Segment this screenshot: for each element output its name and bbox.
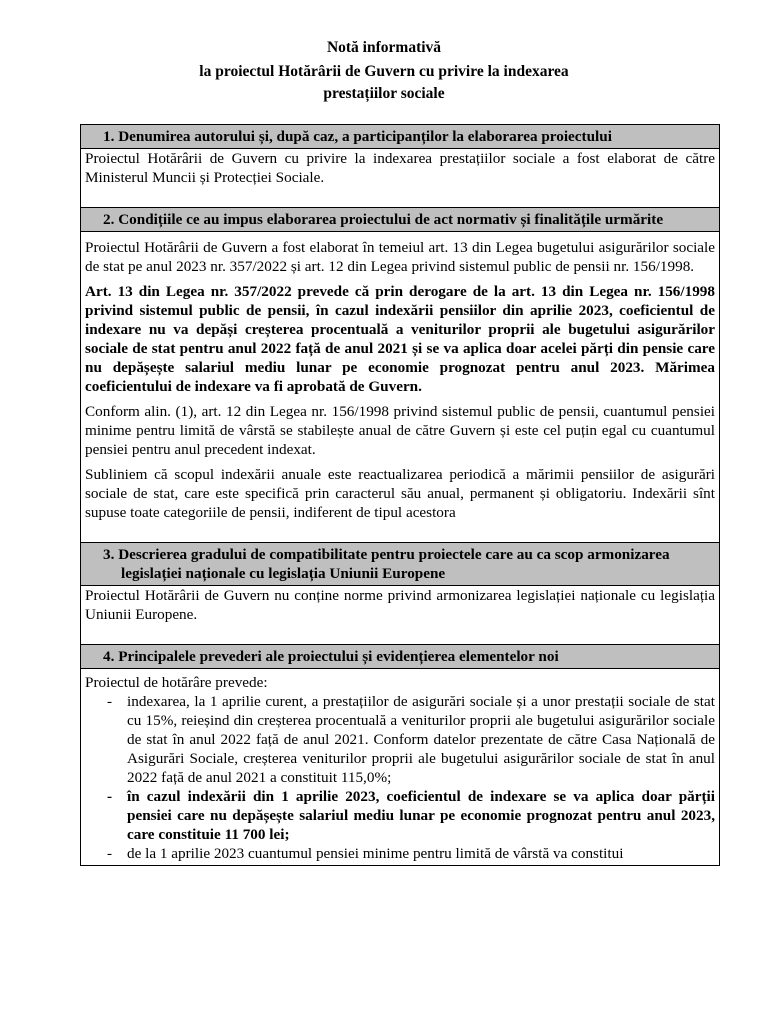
info-table	[80, 124, 720, 866]
provisions-list	[85, 692, 715, 863]
section-3-body	[81, 586, 720, 645]
list-item: - indexarea, la 1 aprilie curent, a prestațiilor de asigurări sociale și a unor prestații sociale de stat cu 15%, reieșind din creșterea procentuală a veniturilor proprii ale bugetului asigurărilor sociale de stat în anul 2022 față de anul 2021. Conform datelor prezentate de către Casa Națională de Asigurări Sociale, creșterea veniturilor proprii ale bugetului asigurărilor sociale de stat în anul 2022 față de anul 2021 a constituit 115,0%;	[85, 692, 715, 787]
section-2-paragraph-3: Conform alin. (1), art. 12 din Legea nr. 156/1998 privind sistemul public de pensii, cuantumul pensiei minime pentru limită de vârstă se stabilește anual de către Guvern și este cel puțin egal cu cuantumul pensiei pentru anul precedent indexat.	[85, 403, 715, 458]
section-3-header	[81, 543, 720, 586]
section-2-body	[81, 232, 720, 543]
section-3-heading: 3. Descrierea gradului de compatibilitate pentru proiectele care au ca scop armonizarea legislației naționale cu legislația Uniunii Europene	[81, 543, 720, 586]
section-4-header	[81, 645, 720, 669]
section-4-intro: Proiectul de hotărâre prevede:	[85, 674, 268, 691]
section-1-header	[81, 125, 720, 149]
section-2-paragraph-2: Art. 13 din Legea nr. 357/2022 prevede că prin derogare de la art. 13 din Legea nr. 156/1998 privind sistemul public de pensii, în cazul indexării pensiilor din aprilie 2023, coeficientul de indexare nu va depăși creșterea procentuală a veniturilor proprii ale bugetului asigurărilor sociale de stat pentru anul 2022 față de anul 2021 și se va aplica doar acelei părți din pensie care nu depășește salariul mediu lunar pe economie prognozat pentru anul 2023. Mărimea coeficientului de indexare va fi aprobată de Guvern.	[85, 283, 715, 395]
section-1-text: Proiectul Hotărârii de Guvern cu privire la indexarea prestațiilor sociale a fost elaborat de către Ministerul Muncii și Protecției Sociale.	[85, 150, 715, 186]
document-subtitle-line1: la proiectul Hotărârii de Guvern cu privire la indexarea	[199, 63, 569, 80]
section-4-heading: 4. Principalele prevederi ale proiectului și evidențierea elementelor noi	[81, 645, 720, 669]
list-item: - de la 1 aprilie 2023 cuantumul pensiei minime pentru limită de vârstă va constitui	[85, 844, 715, 863]
section-2-paragraph-1: Proiectul Hotărârii de Guvern a fost elaborat în temeiul art. 13 din Legea bugetului asigurărilor sociale de stat pe anul 2023 nr. 357/2022 și art. 12 din Legea privind sistemul public de pensii nr. 156/1998.	[85, 239, 715, 275]
list-item: - în cazul indexării din 1 aprilie 2023, coeficientul de indexare se va aplica doar părții pensiei care nu depășește salariul mediu lunar pe economie prognozat pentru anul 2023, care constituie 11 700 lei;	[85, 787, 715, 844]
section-2-paragraph-4: Subliniem că scopul indexării anuale este reactualizarea periodică a mărimii pensiilor de asigurări sociale de stat, care este specifică prin caracterul său anual, permanent și obligatoriu. Indexării sînt supuse toate categoriile de pensii, indiferent de tipul acestora	[85, 466, 715, 521]
section-4-body	[81, 669, 720, 866]
section-1-heading: 1. Denumirea autorului și, după caz, a participanților la elaborarea proiectului	[81, 125, 720, 149]
document-subtitle-line2: prestațiilor sociale	[323, 85, 445, 102]
section-1-body	[81, 149, 720, 208]
section-3-text: Proiectul Hotărârii de Guvern nu conține norme privind armonizarea legislației naționale cu legislația Uniunii Europene.	[85, 587, 715, 623]
section-2-heading: 2. Condițiile ce au impus elaborarea proiectului de act normativ și finalitățile urmărite	[81, 208, 720, 232]
section-2-header	[81, 208, 720, 232]
document-title: Notă informativă	[326, 39, 442, 56]
